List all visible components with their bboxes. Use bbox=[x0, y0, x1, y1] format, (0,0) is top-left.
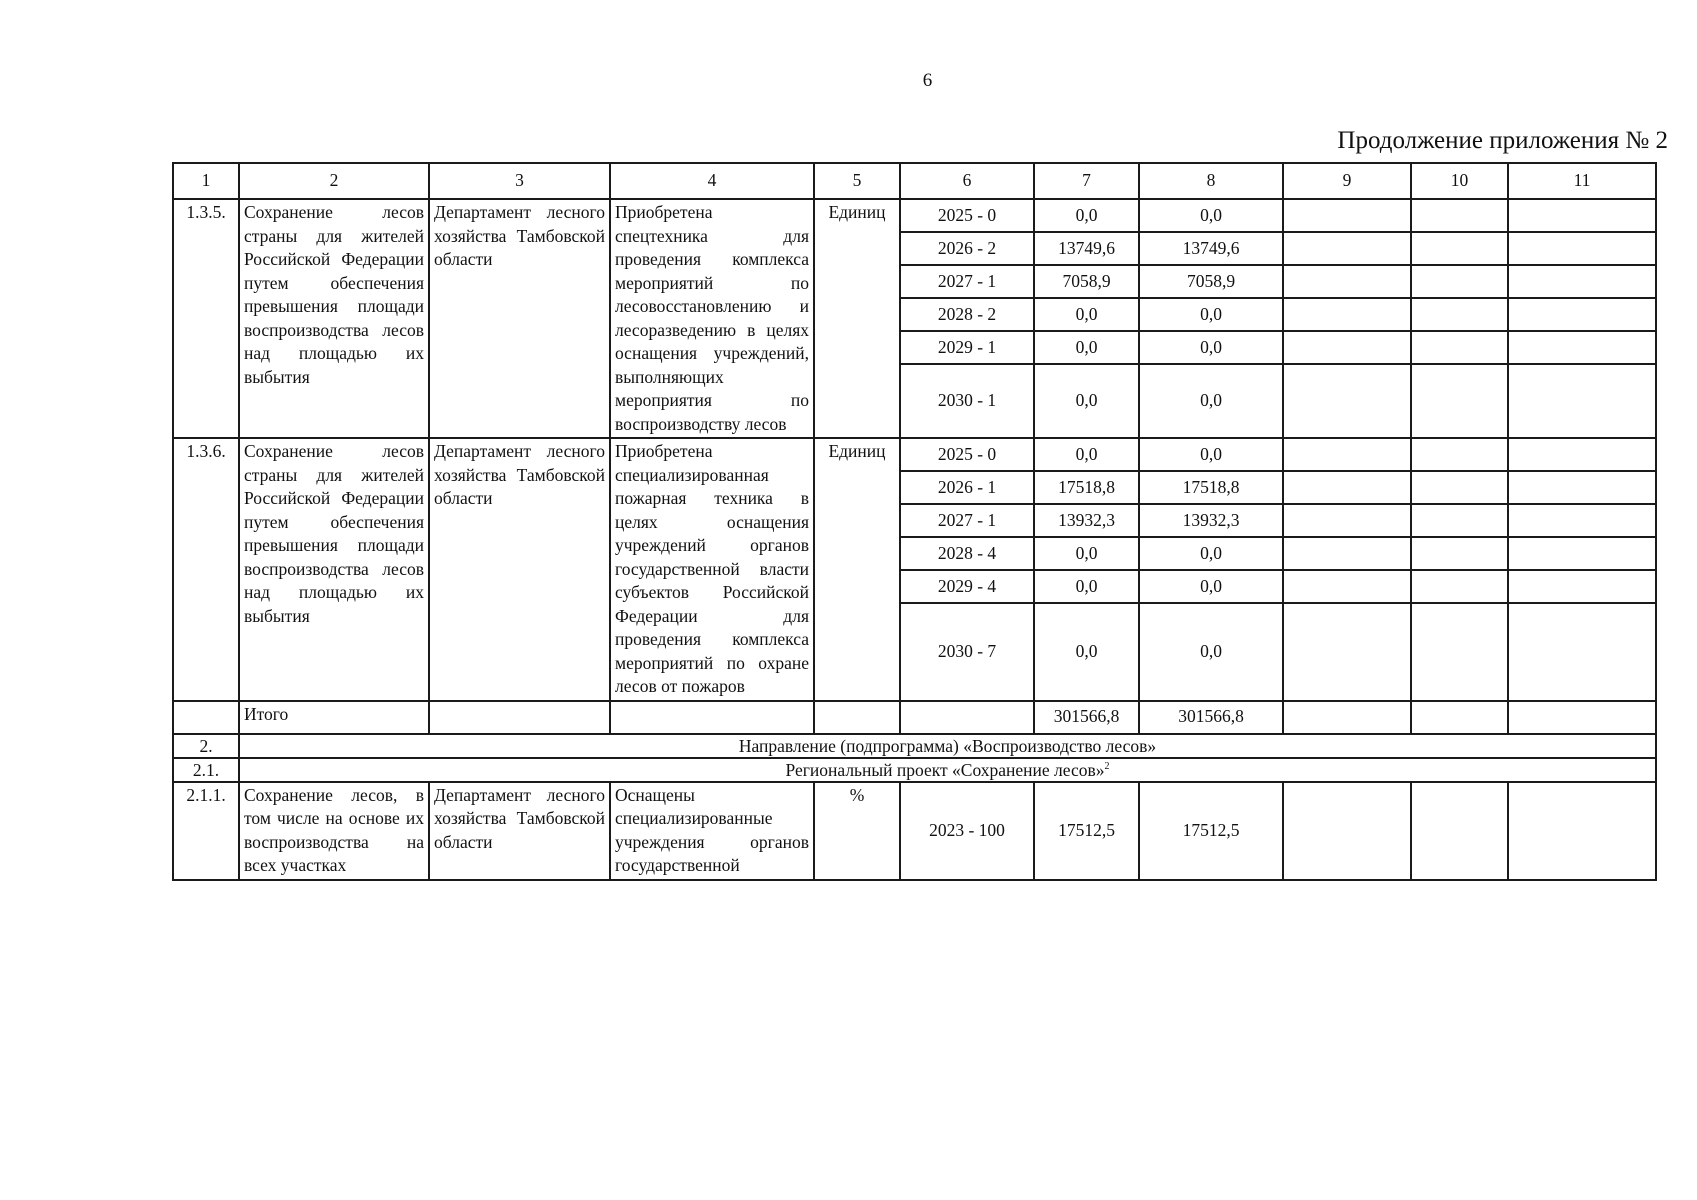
row-unit: Единиц bbox=[814, 438, 900, 701]
column-header: 5 bbox=[814, 163, 900, 199]
empty-cell bbox=[1508, 603, 1656, 701]
section-row bbox=[173, 734, 1656, 758]
empty-cell bbox=[429, 701, 610, 734]
total-col8: 301566,8 bbox=[1139, 701, 1283, 734]
empty-cell bbox=[173, 701, 239, 734]
amount-col8: 0,0 bbox=[1139, 537, 1283, 570]
empty-cell bbox=[1508, 232, 1656, 265]
amount-col7: 0,0 bbox=[1034, 537, 1139, 570]
column-header: 10 bbox=[1411, 163, 1508, 199]
year-value: 2025 - 0 bbox=[900, 199, 1034, 232]
amount-col7: 0,0 bbox=[1034, 331, 1139, 364]
amount-col7: 0,0 bbox=[1034, 570, 1139, 603]
empty-cell bbox=[1508, 570, 1656, 603]
amount-col7: 7058,9 bbox=[1034, 265, 1139, 298]
row-unit: % bbox=[814, 782, 900, 880]
amount-col7: 0,0 bbox=[1034, 603, 1139, 701]
empty-cell bbox=[1411, 603, 1508, 701]
column-header: 1 bbox=[173, 163, 239, 199]
year-value: 2030 - 7 bbox=[900, 603, 1034, 701]
row-number: 2.1.1. bbox=[173, 782, 239, 880]
empty-cell bbox=[1283, 471, 1411, 504]
empty-cell bbox=[900, 701, 1034, 734]
empty-cell bbox=[1508, 471, 1656, 504]
footnote-marker: 2 bbox=[1104, 760, 1110, 772]
year-value: 2025 - 0 bbox=[900, 438, 1034, 471]
column-number-row bbox=[173, 163, 1656, 199]
year-value: 2027 - 1 bbox=[900, 265, 1034, 298]
amount-col8: 0,0 bbox=[1139, 438, 1283, 471]
amount-col7: 0,0 bbox=[1034, 438, 1139, 471]
year-value: 2029 - 4 bbox=[900, 570, 1034, 603]
empty-cell bbox=[1508, 331, 1656, 364]
empty-cell bbox=[1283, 603, 1411, 701]
year-value: 2026 - 1 bbox=[900, 471, 1034, 504]
section-number: 2. bbox=[173, 734, 239, 758]
empty-cell bbox=[610, 701, 814, 734]
year-value: 2030 - 1 bbox=[900, 364, 1034, 438]
empty-cell bbox=[1283, 504, 1411, 537]
amount-col7: 0,0 bbox=[1034, 298, 1139, 331]
empty-cell bbox=[1283, 265, 1411, 298]
row-name: Сохранение лесов, в том числе на основе их воспроизводства на всех участках bbox=[239, 782, 429, 880]
section-row bbox=[173, 758, 1656, 782]
row-result: Приобретена спецтехника для проведения комплекса мероприятий по лесовосстановлению и лесоразведению в целях оснащения учреждений, выполняющих мероприятия по воспроизводству лесов bbox=[610, 199, 814, 438]
empty-cell bbox=[1508, 701, 1656, 734]
empty-cell bbox=[1508, 504, 1656, 537]
amount-col7: 13749,6 bbox=[1034, 232, 1139, 265]
amount-col7: 0,0 bbox=[1034, 364, 1139, 438]
amount-col8: 17518,8 bbox=[1139, 471, 1283, 504]
section-title bbox=[239, 758, 1656, 782]
total-col7: 301566,8 bbox=[1034, 701, 1139, 734]
row-department: Департамент лесного хозяйства Тамбовской области bbox=[429, 199, 610, 438]
table-row bbox=[173, 199, 1656, 232]
empty-cell bbox=[1508, 298, 1656, 331]
empty-cell bbox=[1411, 298, 1508, 331]
section-title: Направление (подпрограмма) «Воспроизводство лесов» bbox=[239, 734, 1656, 758]
column-header: 8 bbox=[1139, 163, 1283, 199]
year-value: 2027 - 1 bbox=[900, 504, 1034, 537]
amount-col8: 7058,9 bbox=[1139, 265, 1283, 298]
column-header: 2 bbox=[239, 163, 429, 199]
column-header: 7 bbox=[1034, 163, 1139, 199]
empty-cell bbox=[1283, 438, 1411, 471]
column-header: 4 bbox=[610, 163, 814, 199]
amount-col8: 0,0 bbox=[1139, 199, 1283, 232]
amount-col8: 0,0 bbox=[1139, 364, 1283, 438]
empty-cell bbox=[1283, 364, 1411, 438]
empty-cell bbox=[1508, 265, 1656, 298]
row-number: 1.3.5. bbox=[173, 199, 239, 438]
empty-cell bbox=[1411, 701, 1508, 734]
amount-col8: 17512,5 bbox=[1139, 782, 1283, 880]
year-value: 2023 - 100 bbox=[900, 782, 1034, 880]
amount-col8: 0,0 bbox=[1139, 331, 1283, 364]
table-row bbox=[173, 782, 1656, 880]
row-number: 1.3.6. bbox=[173, 438, 239, 701]
year-value: 2026 - 2 bbox=[900, 232, 1034, 265]
amount-col8: 13932,3 bbox=[1139, 504, 1283, 537]
column-header: 11 bbox=[1508, 163, 1656, 199]
empty-cell bbox=[1283, 537, 1411, 570]
total-row bbox=[173, 701, 1656, 734]
year-value: 2028 - 2 bbox=[900, 298, 1034, 331]
empty-cell bbox=[1411, 471, 1508, 504]
empty-cell bbox=[1283, 570, 1411, 603]
row-unit: Единиц bbox=[814, 199, 900, 438]
section-number: 2.1. bbox=[173, 758, 239, 782]
amount-col7: 0,0 bbox=[1034, 199, 1139, 232]
empty-cell bbox=[1411, 265, 1508, 298]
empty-cell bbox=[1283, 701, 1411, 734]
amount-col7: 17512,5 bbox=[1034, 782, 1139, 880]
column-header: 6 bbox=[900, 163, 1034, 199]
empty-cell bbox=[1411, 782, 1508, 880]
empty-cell bbox=[1411, 570, 1508, 603]
year-value: 2028 - 4 bbox=[900, 537, 1034, 570]
row-name: Сохранение лесов страны для жителей Российской Федерации путем обеспечения превышения площади воспроизводства лесов над площадью их выбытия bbox=[239, 199, 429, 438]
empty-cell bbox=[1411, 331, 1508, 364]
page-number: 6 bbox=[922, 70, 933, 91]
year-value: 2029 - 1 bbox=[900, 331, 1034, 364]
empty-cell bbox=[1508, 782, 1656, 880]
amount-col8: 0,0 bbox=[1139, 570, 1283, 603]
amount-col8: 0,0 bbox=[1139, 298, 1283, 331]
empty-cell bbox=[1283, 199, 1411, 232]
amount-col7: 13932,3 bbox=[1034, 504, 1139, 537]
table-row bbox=[173, 438, 1656, 471]
empty-cell bbox=[1411, 537, 1508, 570]
empty-cell bbox=[1411, 199, 1508, 232]
column-header: 3 bbox=[429, 163, 610, 199]
empty-cell bbox=[1283, 298, 1411, 331]
row-name: Сохранение лесов страны для жителей Российской Федерации путем обеспечения превышения площади воспроизводства лесов над площадью их выбытия bbox=[239, 438, 429, 701]
amount-col8: 0,0 bbox=[1139, 603, 1283, 701]
empty-cell bbox=[1508, 438, 1656, 471]
appendix-title: Продолжение приложения № 2 bbox=[1337, 127, 1668, 154]
empty-cell bbox=[1283, 232, 1411, 265]
total-label: Итого bbox=[239, 701, 429, 734]
section-title-text: Региональный проект «Сохранение лесов» bbox=[785, 759, 1105, 780]
empty-cell bbox=[1508, 199, 1656, 232]
empty-cell bbox=[1411, 438, 1508, 471]
empty-cell bbox=[1411, 232, 1508, 265]
row-result: Приобретена специализированная пожарная техника в целях оснащения учреждений органов государственной власти субъектов Российской Федерации для проведения комплекса мероприятий по охране лесов от пожаров bbox=[610, 438, 814, 701]
amount-col7: 17518,8 bbox=[1034, 471, 1139, 504]
row-result: Оснащены специализированные учреждения органов государственной bbox=[610, 782, 814, 880]
row-department: Департамент лесного хозяйства Тамбовской области bbox=[429, 782, 610, 880]
empty-cell bbox=[1508, 364, 1656, 438]
row-department: Департамент лесного хозяйства Тамбовской области bbox=[429, 438, 610, 701]
empty-cell bbox=[1411, 364, 1508, 438]
empty-cell bbox=[1283, 782, 1411, 880]
empty-cell bbox=[814, 701, 900, 734]
empty-cell bbox=[1411, 504, 1508, 537]
empty-cell bbox=[1283, 331, 1411, 364]
empty-cell bbox=[1508, 537, 1656, 570]
column-header: 9 bbox=[1283, 163, 1411, 199]
amount-col8: 13749,6 bbox=[1139, 232, 1283, 265]
program-table bbox=[172, 162, 1657, 881]
